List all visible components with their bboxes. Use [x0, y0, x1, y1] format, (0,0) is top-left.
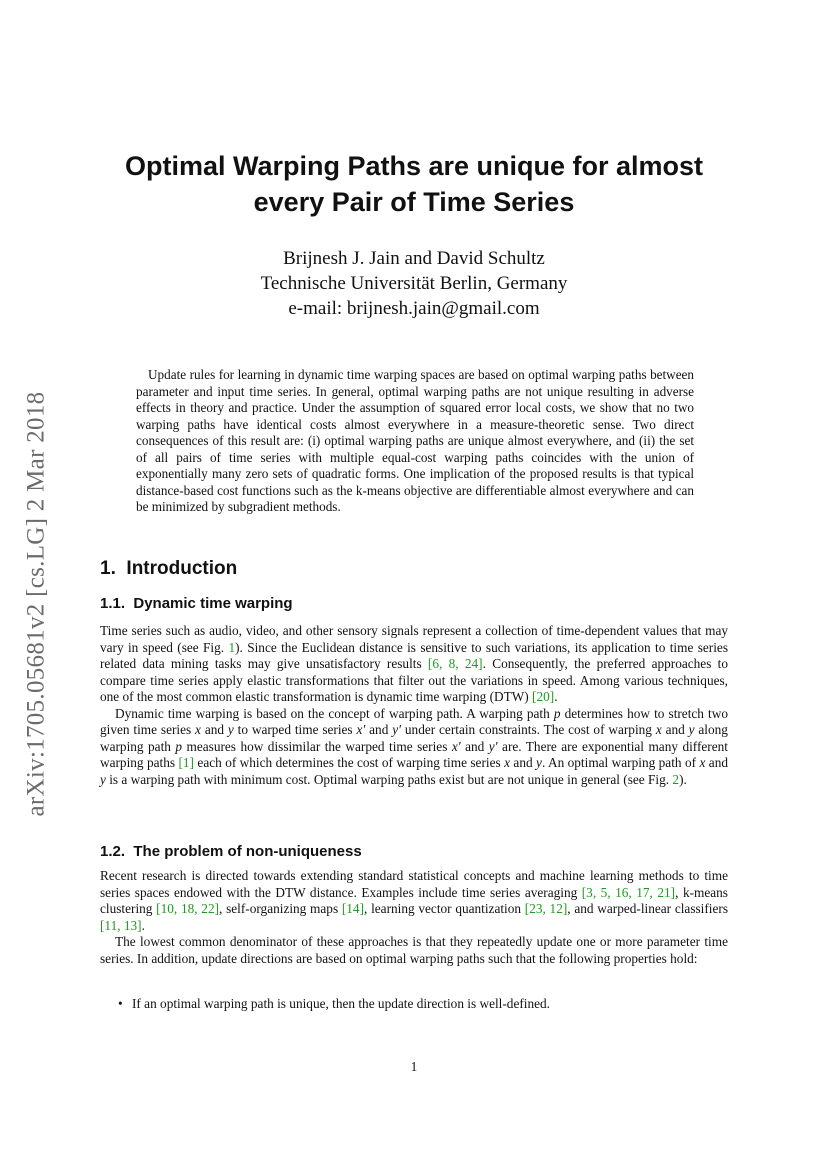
math-var: x′ [451, 738, 461, 754]
math-var: y [536, 755, 542, 771]
arxiv-stamp-text: arXiv:1705.05681v2 [cs.LG] 2 Mar 2018 [22, 391, 50, 817]
bullet-marker: • [118, 996, 123, 1011]
text-run: are. There are exponential many different warping paths [100, 738, 728, 771]
text-run: , learning vector quantization [364, 901, 525, 917]
paragraph-1 [100, 623, 728, 706]
text-run: . [554, 689, 558, 705]
text-run: and [200, 722, 228, 738]
math-var: x [195, 722, 201, 738]
subsection-title: The problem of non-uniqueness [133, 843, 362, 860]
text-run: ). Since the Euclidean distance is sensitive to such variations, its application to time series related data mining tasks may give unsatisfactory results [100, 639, 728, 672]
abstract [136, 367, 694, 516]
paper-title: Optimal Warping Paths are unique for almost every Pair of Time Series [124, 151, 704, 217]
math-var: y [100, 771, 106, 787]
text-run: each of which determines the cost of warping time series [194, 755, 505, 771]
abstract-text: Update rules for learning in dynamic time warping spaces are based on optimal warping paths between parameter and input time series. In general, optimal warping paths are not unique resulting in adverse effects in theory and practice. Under the assumption of squared error local costs, we show that no two warping paths have identical costs almost everywhere in a measure-theoretic sense. Two direct consequences of this result are: (i) optimal warping paths are unique almost everywhere, and (ii) the set of all pairs of time series with multiple equal-cost warping paths coincides with the union of exponentially many zero sets of quadratic forms. One implication of the proposed results is that typical distance-based cost functions such as the k-means objective are differentiable almost everywhere and can be minimized by subgradient methods. [136, 367, 694, 515]
dtw-body [100, 623, 728, 788]
list-item [118, 996, 728, 1013]
section-number: 1. [100, 558, 116, 579]
author-affiliation: Technische Universität Berlin, Germany [260, 273, 568, 294]
math-var: y [227, 722, 234, 738]
citation-link[interactable]: [11, 13] [100, 917, 142, 933]
text-run: . [141, 917, 145, 933]
subsection-number: 1.1. [100, 595, 126, 612]
math-var: y′ [488, 738, 498, 754]
list-item-text: If an optimal warping path is unique, then the update direction is well-defined. [132, 996, 550, 1011]
citation-link[interactable]: [6, 8, 24] [427, 656, 483, 672]
figure-reference-link[interactable]: 2 [672, 771, 680, 787]
paragraph-4: The lowest common denominator of these approaches is that they repeatedly update one or more parameter time series. In addition, update directions are based on optimal warping paths such that the following properties hold: [100, 934, 728, 966]
text-run: . An optimal warping path of [541, 755, 700, 771]
math-var: p [175, 738, 183, 754]
math-var: x [655, 722, 662, 738]
text-run: and [661, 722, 689, 738]
author-block [100, 246, 728, 321]
author-names: Brijnesh J. Jain and David Schultz [283, 248, 545, 269]
arxiv-identifier-stamp [17, 368, 55, 840]
math-var: p [553, 705, 561, 721]
text-run: Recent research is directed towards extending standard statistical concepts and machine learning methods to time series spaces endowed with the DTW distance. Examples include time series averaging [100, 868, 728, 900]
text-run: , self-organizing maps [219, 901, 342, 917]
math-var: x′ [356, 722, 366, 738]
text-run: . Consequently, the preferred approaches to compare time series apply elastic transformations that filter out the variations in speed. Among various techniques, one of the most common elastic transformation is dynamic time warping (DTW) [100, 656, 729, 705]
text-run: , k-means clustering [100, 884, 728, 917]
citation-link[interactable]: [20] [532, 689, 555, 705]
subsection-heading-non-uniqueness [100, 843, 362, 860]
text-run: under certain constraints. The cost of warping [401, 722, 656, 738]
subsection-title: Dynamic time warping [133, 595, 293, 612]
text-run: , and warped-linear classifiers [567, 901, 729, 917]
text-run: is a warping path with minimum cost. Optimal warping paths exist but are not unique in general (see Fig. [105, 771, 673, 787]
title-block [100, 148, 728, 321]
citation-link[interactable]: [14] [341, 901, 365, 917]
text-run: and [510, 755, 537, 771]
paragraph-3 [100, 868, 728, 934]
text-run: measures how dissimilar the warped time series [182, 738, 452, 754]
math-var: x [504, 755, 510, 771]
paragraph-2 [100, 706, 728, 789]
section-heading-introduction [100, 558, 237, 580]
citation-link[interactable]: [1] [178, 755, 194, 771]
text-run: ). [679, 771, 687, 787]
text-run: Time series such as audio, video, and other sensory signals represent a collection of time-dependent values that may vary in speed (see Fig. [100, 623, 728, 655]
bullet-list [118, 996, 728, 1013]
page-number: 1 [410, 1059, 418, 1074]
text-run: and [365, 722, 393, 738]
text-run: determines how to stretch two given time series [100, 705, 729, 738]
author-email: e-mail: brijnesh.jain@gmail.com [288, 298, 540, 319]
citation-link[interactable]: [3, 5, 16, 17, 21] [581, 884, 676, 900]
text-run: to warped time series [233, 722, 357, 738]
subsection-heading-dtw [100, 595, 293, 612]
math-var: y [688, 722, 695, 738]
section-title: Introduction [126, 558, 238, 579]
text-run: along warping path [100, 722, 728, 754]
non-uniqueness-body [100, 868, 728, 967]
text-run: Dynamic time warping is based on the concept of warping path. A warping path [115, 705, 554, 721]
text-run: and [460, 738, 489, 754]
citation-link[interactable]: [23, 12] [524, 901, 568, 917]
math-var: x [699, 755, 706, 771]
math-var: y′ [392, 722, 402, 738]
figure-reference-link[interactable]: 1 [228, 639, 236, 655]
subsection-number: 1.2. [100, 843, 126, 860]
text-run: and [705, 755, 728, 771]
citation-link[interactable]: [10, 18, 22] [156, 901, 220, 917]
